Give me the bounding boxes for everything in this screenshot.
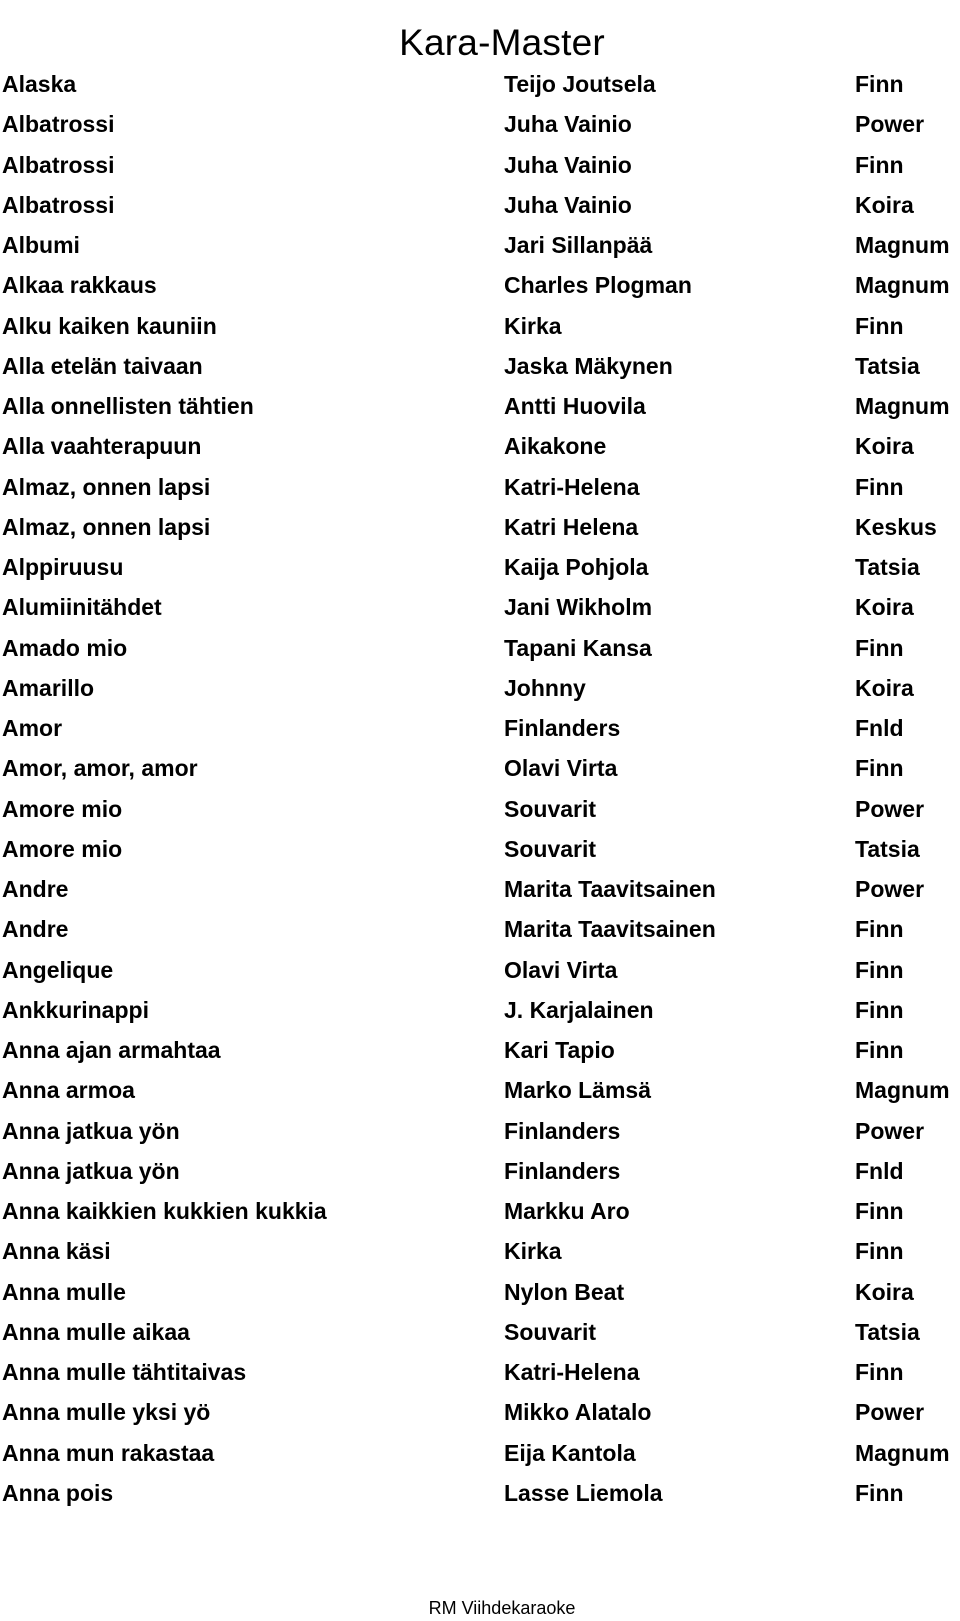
song-title: Amore mio xyxy=(2,835,123,862)
song-row xyxy=(0,467,960,507)
song-title: Ankkurinappi xyxy=(2,996,149,1023)
song-title: Alku kaiken kauniin xyxy=(2,312,217,339)
song-title: Anna mulle yksi yö xyxy=(2,1399,211,1426)
song-row xyxy=(0,1392,960,1432)
song-label: Finn xyxy=(855,634,904,661)
song-artist: Juha Vainio xyxy=(504,151,632,178)
song-row xyxy=(0,668,960,708)
song-row xyxy=(0,1231,960,1271)
song-artist: Eija Kantola xyxy=(504,1439,636,1466)
song-title: Alumiinitähdet xyxy=(2,594,162,621)
song-label: Finn xyxy=(855,1037,904,1063)
song-title: Anna jatkua yön xyxy=(2,1157,180,1184)
song-artist: Lasse Liemola xyxy=(504,1479,663,1506)
song-artist: Finlanders xyxy=(504,1117,621,1144)
song-artist: J. Karjalainen xyxy=(504,996,654,1023)
song-artist: Souvarit xyxy=(504,835,597,862)
song-label: Koira xyxy=(855,674,914,701)
song-label: Power xyxy=(855,876,925,902)
song-title: Albatrossi xyxy=(2,191,115,218)
song-title: Almaz, onnen lapsi xyxy=(2,513,211,540)
song-title: Alla onnellisten tähtien xyxy=(2,393,254,419)
song-artist: Souvarit xyxy=(504,1318,597,1345)
song-row xyxy=(0,869,960,909)
song-label: Finn xyxy=(855,151,904,178)
song-label: Finn xyxy=(855,1479,904,1506)
song-artist: Kirka xyxy=(504,312,562,339)
song-artist: Finlanders xyxy=(504,1157,621,1184)
song-artist: Aikakone xyxy=(504,433,607,460)
song-label: Finn xyxy=(855,71,904,97)
song-title: Anna ajan armahtaa xyxy=(2,1037,221,1063)
song-row xyxy=(0,1030,960,1070)
song-title: Almaz, onnen lapsi xyxy=(2,473,211,500)
song-title: Albatrossi xyxy=(2,111,115,138)
song-artist: Marko Lämsä xyxy=(504,1077,652,1104)
song-title: Anna mun rakastaa xyxy=(2,1439,215,1466)
song-artist: Kaija Pohjola xyxy=(504,554,649,580)
song-artist: Markku Aro xyxy=(504,1198,630,1224)
song-artist: Jani Wikholm xyxy=(504,594,653,621)
song-label: Koira xyxy=(855,433,914,460)
song-title: Amor xyxy=(2,715,63,741)
song-title: Anna pois xyxy=(2,1479,114,1506)
song-row xyxy=(0,829,960,869)
page-footer: RM Viihdekaraoke xyxy=(428,1598,576,1618)
song-label: Finn xyxy=(855,916,904,943)
song-row xyxy=(0,628,960,668)
song-label: Finn xyxy=(855,755,904,782)
song-label: Finn xyxy=(855,1238,904,1265)
song-label: Finn xyxy=(855,312,904,339)
song-title: Andre xyxy=(2,916,69,943)
song-row xyxy=(0,1111,960,1151)
song-label: Finn xyxy=(855,473,904,500)
song-label: Fnld xyxy=(855,715,904,741)
song-title: Alla vaahterapuun xyxy=(2,433,202,460)
song-title: Anna armoa xyxy=(2,1077,135,1104)
song-title: Amarillo xyxy=(2,674,95,701)
song-row xyxy=(0,265,960,305)
song-row xyxy=(0,306,960,346)
song-row xyxy=(0,1191,960,1231)
song-row xyxy=(0,185,960,225)
song-row xyxy=(0,1433,960,1473)
song-label: Magnum xyxy=(855,272,950,299)
song-artist: Teijo Joutsela xyxy=(504,71,656,97)
song-artist: Charles Plogman xyxy=(504,272,692,299)
song-title: Albumi xyxy=(2,232,80,258)
song-title: Amore mio xyxy=(2,795,123,822)
song-row xyxy=(0,990,960,1030)
song-artist: Souvarit xyxy=(504,795,597,822)
song-label: Finn xyxy=(855,1359,904,1385)
song-artist: Katri-Helena xyxy=(504,1359,640,1385)
song-row xyxy=(0,708,960,748)
song-artist: Katri Helena xyxy=(504,513,639,540)
song-artist: Kirka xyxy=(504,1238,562,1265)
song-artist: Tapani Kansa xyxy=(504,634,652,661)
song-row xyxy=(0,104,960,144)
song-label: Tatsia xyxy=(855,1318,920,1345)
song-row xyxy=(0,1312,960,1352)
song-artist: Jari Sillanpää xyxy=(504,232,653,258)
page-title: Kara-Master xyxy=(399,21,605,63)
song-label: Magnum xyxy=(855,1077,950,1104)
song-artist: Antti Huovila xyxy=(504,393,646,419)
song-row xyxy=(0,1352,960,1392)
song-label: Koira xyxy=(855,1278,914,1305)
song-artist: Mikko Alatalo xyxy=(504,1399,652,1426)
song-artist: Finlanders xyxy=(504,715,621,741)
song-title: Alaska xyxy=(2,71,77,97)
song-label: Magnum xyxy=(855,232,950,258)
song-title: Alkaa rakkaus xyxy=(2,272,157,299)
song-row xyxy=(0,1272,960,1312)
song-row xyxy=(0,64,960,104)
song-artist: Katri-Helena xyxy=(504,473,640,500)
song-row xyxy=(0,1070,960,1110)
song-artist: Marita Taavitsainen xyxy=(504,876,716,902)
song-row xyxy=(0,587,960,627)
song-artist: Juha Vainio xyxy=(504,191,632,218)
song-title: Amado mio xyxy=(2,634,128,661)
song-row xyxy=(0,909,960,949)
song-row xyxy=(0,346,960,386)
song-artist: Nylon Beat xyxy=(504,1278,625,1305)
song-label: Koira xyxy=(855,191,914,218)
song-artist: Jaska Mäkynen xyxy=(504,352,673,379)
song-artist: Juha Vainio xyxy=(504,111,632,138)
song-label: Magnum xyxy=(855,393,950,419)
song-title: Anna jatkua yön xyxy=(2,1117,180,1144)
song-label: Power xyxy=(855,795,925,822)
song-title: Alppiruusu xyxy=(2,554,124,580)
song-label: Finn xyxy=(855,1198,904,1224)
song-artist: Kari Tapio xyxy=(504,1037,615,1063)
song-row xyxy=(0,145,960,185)
song-artist: Marita Taavitsainen xyxy=(504,916,716,943)
song-row xyxy=(0,507,960,547)
song-title: Andre xyxy=(2,876,69,902)
song-artist: Olavi Virta xyxy=(504,956,618,983)
song-label: Finn xyxy=(855,996,904,1023)
song-label: Power xyxy=(855,111,925,138)
song-label: Fnld xyxy=(855,1157,904,1184)
song-row xyxy=(0,950,960,990)
song-row xyxy=(0,225,960,265)
song-title: Anna käsi xyxy=(2,1238,111,1265)
song-artist: Olavi Virta xyxy=(504,755,618,782)
song-title: Anna mulle xyxy=(2,1278,126,1305)
song-label: Tatsia xyxy=(855,554,920,580)
song-label: Tatsia xyxy=(855,352,920,379)
song-artist: Johnny xyxy=(504,674,586,701)
song-row xyxy=(0,1151,960,1191)
song-title: Amor, amor, amor xyxy=(2,755,198,782)
song-label: Power xyxy=(855,1399,925,1426)
song-label: Magnum xyxy=(855,1439,950,1466)
song-title: Anna mulle aikaa xyxy=(2,1318,190,1345)
song-row xyxy=(0,1473,960,1513)
song-label: Koira xyxy=(855,594,914,621)
song-label: Power xyxy=(855,1117,925,1144)
song-list xyxy=(0,64,960,1513)
song-label: Tatsia xyxy=(855,835,920,862)
song-title: Alla etelän taivaan xyxy=(2,352,203,379)
song-title: Angelique xyxy=(2,956,114,983)
song-row xyxy=(0,789,960,829)
song-title: Albatrossi xyxy=(2,151,115,178)
song-row xyxy=(0,386,960,426)
song-row xyxy=(0,748,960,788)
song-row xyxy=(0,547,960,587)
song-title: Anna mulle tähtitaivas xyxy=(2,1359,247,1385)
song-label: Finn xyxy=(855,956,904,983)
song-label: Keskus xyxy=(855,513,937,540)
song-row xyxy=(0,426,960,466)
song-title: Anna kaikkien kukkien kukkia xyxy=(2,1198,327,1224)
